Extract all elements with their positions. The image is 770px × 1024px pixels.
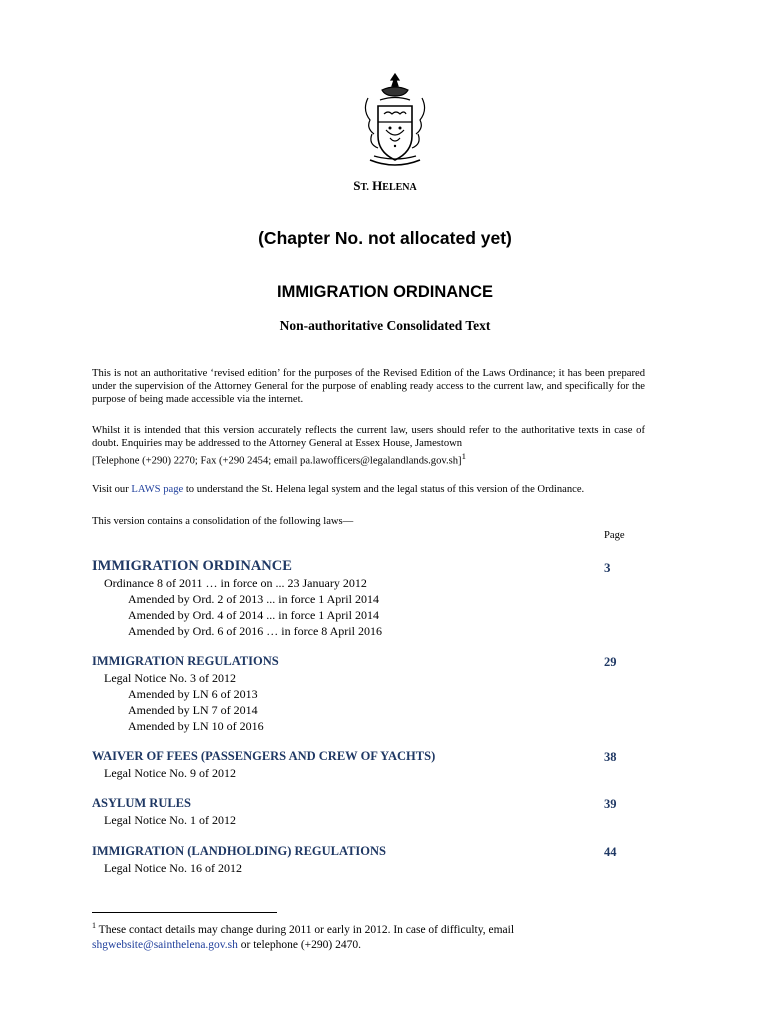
contents-entry-amendment: Amended by Ord. 2 of 2013 ... in force 1 April 2014: [128, 592, 379, 606]
contents-entry-amendment: Amended by Ord. 4 of 2014 ... in force 1 April 2014: [128, 608, 379, 622]
contents-entry-amendment: Amended by LN 7 of 2014: [128, 703, 258, 717]
contents-entry-waiver-of-fees: [92, 749, 632, 781]
place-name: ST. HELENA: [353, 178, 417, 193]
contents-entry-source: Legal Notice No. 9 of 2012: [104, 766, 236, 780]
footnote: $^1$ These contact details may change during 2011 or early in 2012. In case of difficulty, email shgwebsite@sainthelena.gov.sh or telephone (+290) 2470.: [92, 921, 515, 951]
contents-entry-page-number: 3: [604, 560, 611, 575]
contents-entry-amendment: Amended by LN 6 of 2013: [128, 687, 258, 701]
contents-entry-immigration-regulations: [92, 654, 632, 734]
contents-entry-title[interactable]: IMMIGRATION REGULATIONS: [92, 654, 279, 668]
contents-entry-title[interactable]: ASYLUM RULES: [92, 796, 191, 810]
contents-entry-page-number: 29: [604, 655, 617, 669]
contents-entry-immigration-ordinance: [92, 558, 632, 639]
coat-of-arms-crest-icon: [360, 72, 430, 172]
contents-entry-page-number: 44: [604, 845, 617, 859]
document-subtitle: Non-authoritative Consolidated Text: [279, 318, 491, 333]
intro-paragraph-enquiries: Whilst it is intended that this version accurately reflects the current law, users should refer to the authoritative texts in case of doubt. Enquiries may be addressed to the Attorney General at Essex House, Jamestown [Telephone (+290) 2270; Fax (+290 2454; email pa.lawofficers@legalandlands.gov.sh]$^1$: [92, 425, 645, 467]
intro-paragraph-disclaimer: This is not an authoritative ‘revised edition’ for the purposes of the Revised Edition of the Laws Ordinance; it has been prepared under the supervision of the Attorney General for the purpose of enabling ready access to the current law, and specifically for the purpose of being made accessible via the internet.: [92, 368, 645, 406]
contents-entry-source: Legal Notice No. 16 of 2012: [104, 861, 242, 875]
laws-page-link[interactable]: LAWS page: [131, 484, 184, 495]
footnote-reference[interactable]: 1: [461, 451, 467, 462]
contents-entry-title[interactable]: IMMIGRATION ORDINANCE: [92, 558, 292, 574]
contents-entry-title[interactable]: IMMIGRATION (LANDHOLDING) REGULATIONS: [92, 844, 387, 858]
intro-paragraph-laws-link: Visit our LAWS page to understand the St. Helena legal system and the legal status of this version of the Ordinance.: [92, 484, 585, 495]
contents-entry-amendment: Amended by LN 10 of 2016: [128, 719, 264, 733]
chapter-heading: (Chapter No. not allocated yet): [258, 228, 512, 248]
contents-entry-landholding-regulations: [92, 844, 632, 876]
contents-entry-amendment: Amended by Ord. 6 of 2016 … in force 8 April 2016: [128, 624, 382, 638]
contents-entry-source: Legal Notice No. 1 of 2012: [104, 813, 236, 827]
page-column-header: Page: [604, 530, 625, 541]
contents-entry-page-number: 39: [604, 797, 617, 811]
contents-entry-page-number: 38: [604, 750, 617, 764]
intro-paragraph-consolidation: This version contains a consolidation of the following laws—: [92, 516, 354, 527]
footnote-marker: 1: [92, 921, 96, 930]
footnote-divider: [92, 912, 277, 913]
contents-entry-title[interactable]: WAIVER OF FEES (PASSENGERS AND CREW OF YACHTS): [92, 749, 436, 763]
document-title: IMMIGRATION ORDINANCE: [276, 283, 493, 301]
contents-entry-source: Legal Notice No. 3 of 2012: [104, 671, 236, 685]
contents-entry-source: Ordinance 8 of 2011 … in force on ... 23 January 2012: [104, 576, 367, 590]
footnote-email-link[interactable]: shgwebsite@sainthelena.gov.sh: [92, 938, 238, 951]
contents-entry-asylum-rules: [92, 796, 632, 828]
